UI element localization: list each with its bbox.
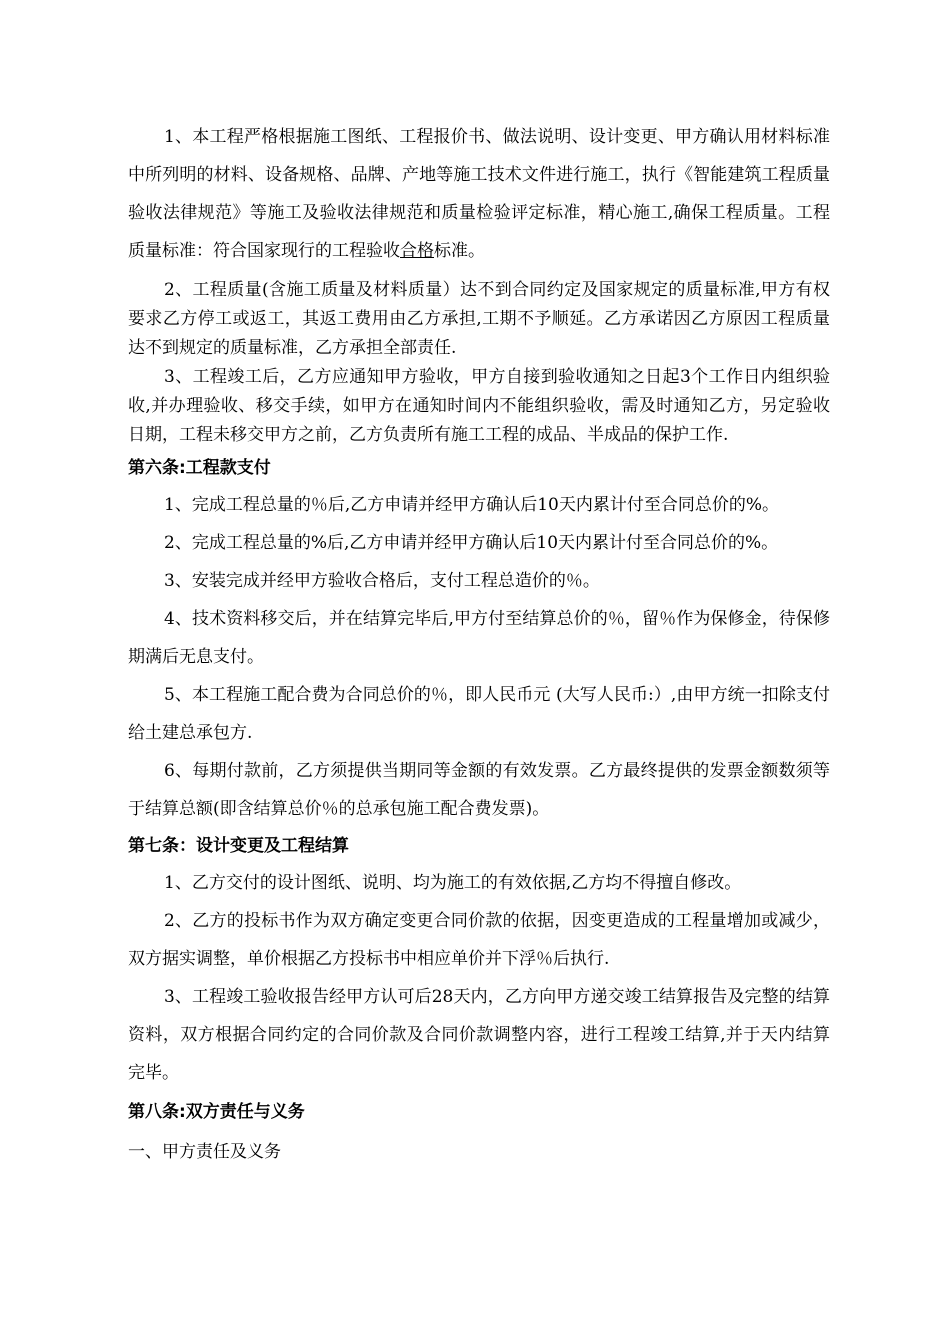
underlined-qualified: 合格	[400, 241, 434, 261]
paragraph-completion-acceptance: 3、工程竣工后，乙方应通知甲方验收，甲方自接到验收通知之日起3个工作日内组织验收,并办理验收、移交手续，如甲方在通知时间内不能组织验收，需及时通知乙方，另定验收日期，工程未移交甲方之前，乙方负责所有施工工程的成品、半成品的保护工作.	[128, 367, 830, 445]
payment-item-1: 1、完成工程总量的％后,乙方申请并经甲方确认后10天内累计付至合同总价的%。	[164, 495, 780, 515]
text-segment: 1、本工程严格根据施工图纸、工程报价书、做法说明、设计变更、甲方确认用材料标准中所列明的材料、设备规格、品牌、产地等施工技术文件进行施工，执行《智能建筑工程质量验收法律规范》等施工及验收法律规范和质量检验评定标准，精心施工,确保工程质量。工程质量标准：符合国家现行的工程验收	[128, 127, 830, 261]
section-seven-heading: 第七条：设计变更及工程结算	[128, 836, 349, 856]
payment-item-3: 3、安装完成并经甲方验收合格后，支付工程总造价的％。	[164, 571, 600, 591]
payment-item-5: 5、本工程施工配合费为合同总价的％，即人民币元 (大写人民币:）,由甲方统一扣除支付给土建总承包方.	[128, 685, 830, 743]
payment-item-4: 4、技术资料移交后，并在结算完毕后,甲方付至结算总价的％，留％作为保修金，待保修期满后无息支付。	[128, 609, 830, 667]
change-item-2: 2、乙方的投标书作为双方确定变更合同价款的依据，因变更造成的工程量增加或减少，双方据实调整，单价根据乙方投标书中相应单价并下浮％后执行.	[128, 911, 830, 969]
section-eight-heading: 第八条:双方责任与义务	[128, 1102, 305, 1122]
section-six-heading: 第六条:工程款支付	[128, 458, 271, 478]
payment-item-6: 6、每期付款前，乙方须提供当期同等金额的有效发票。乙方最终提供的发票金额数须等于结算总额(即含结算总价％的总承包施工配合费发票)。	[128, 761, 830, 819]
document-page	[128, 118, 830, 1172]
change-item-3: 3、工程竣工验收报告经甲方认可后28天内，乙方向甲方递交竣工结算报告及完整的结算资料，双方根据合同约定的合同价款及合同价款调整内容，进行工程竣工结算,并于天内结算完毕。	[128, 987, 830, 1083]
payment-item-2: 2、完成工程总量的%后,乙方申请并经甲方确认后10天内累计付至合同总价的%。	[164, 533, 779, 553]
paragraph-quality-failure: 2、工程质量(含施工质量及材料质量）达不到合同约定及国家规定的质量标准,甲方有权要求乙方停工或返工，其返工费用由乙方承担,工期不予顺延。乙方承诺因乙方原因工程质量达不到规定的质量标准，乙方承担全部责任.	[128, 280, 830, 358]
paragraph-quality-standard	[128, 118, 830, 270]
text-segment: 标准。	[434, 241, 485, 261]
party-a-duties-subheading: 一、甲方责任及义务	[128, 1142, 281, 1162]
change-item-1: 1、乙方交付的设计图纸、说明、均为施工的有效依据,乙方均不得擅自修改。	[164, 873, 742, 893]
